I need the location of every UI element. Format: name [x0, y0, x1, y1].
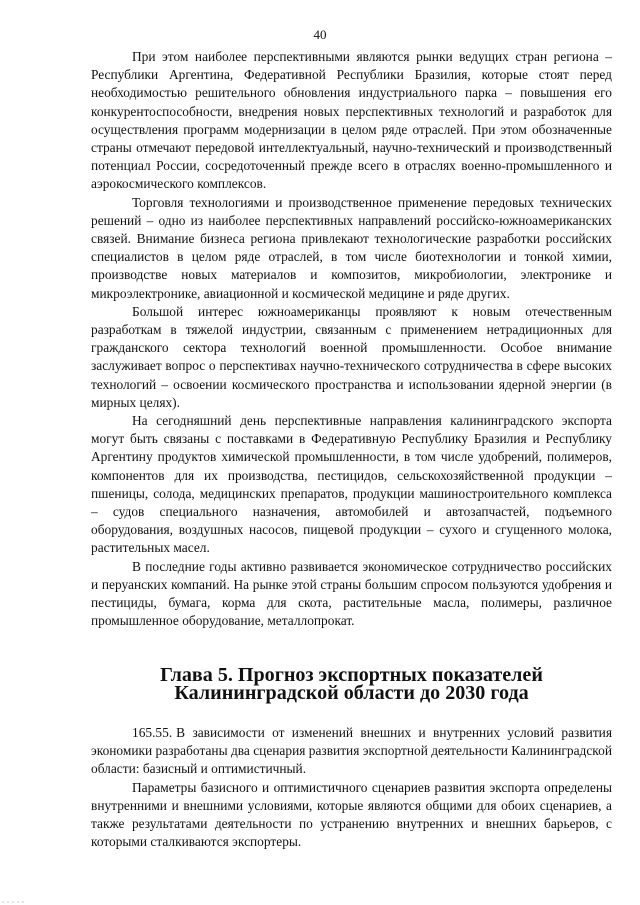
- document-body: [91, 48, 612, 851]
- clause-paragraph: [91, 724, 612, 779]
- paragraph-scenario-parameters: Параметры базисного и оптимистичного сценариев развития экспорта определены внутренними и внешними условиями, которые являются общими для обоих сценариев, а также результатами деятельности по устранению внутренних и внешних барьеров, с которыми сталкиваются экспортеры.: [91, 779, 612, 850]
- paragraph-technology-trade: Торговля технологиями и производственное применение передовых технических решений – одно из наиболее перспективных направлений российско-южноамериканских связей. Внимание бизнеса региона привлекают технологические разработки российских специалистов в целом ряде отраслей, в том числе биотехнологии и тонкой химии, производстве новых материалов и композитов, микробиологии, электронике и микроэлектронике, авиационной и космической медицине и ряде других.: [91, 194, 612, 301]
- page-number: 40: [313, 27, 327, 42]
- clause-text: В зависимости от изменений внешних и внутренних условий развития экономики разработаны два сценария развития экспортной деятельности Калининградской области: базисный и оптимистичный.: [91, 724, 612, 777]
- clause-number: 165.55.: [132, 724, 173, 740]
- paragraph-peru-cooperation: В последние годы активно развивается экономическое сотрудничество российских и перуанских компаний. На рынке этой страны большим спросом пользуются удобрения и пестициды, бумага, корма для скота, растительные масла, полимеры, различное промышленное оборудование, металлопрокат.: [91, 558, 612, 629]
- paragraph-priority-markets: При этом наиболее перспективными являются рынки ведущих стран региона – Республики Аргентина, Федеративной Республики Бразилия, которые стоят перед необходимостью решительного обновления индустриального парка – повышения его конкурентоспособности, внедрения новых перспективных технологий и разработок для осуществления программ модернизации в целом ряде отраслей. При этом обозначенные страны отмечают передовой интеллектуальный, научно-технический и производственный потенциал России, сосредоточенный прежде всего в отраслях военно-промышленного и аэрокосмического комплексов.: [91, 49, 612, 192]
- paragraph-heavy-industry: Большой интерес южноамериканцы проявляют к новым отечественным разработкам в тяжелой индустрии, связанным с применением нетрадиционных для гражданского сектора технологий военной промышленности. Особое внимание заслуживает вопрос о перспективах научно-технического сотрудничества в сфере высоких технологий – освоении космического пространства и использовании ядерной энергии (в мирных целях).: [91, 303, 612, 410]
- chapter-heading: Глава 5. Прогноз экспортных показателей Калининградской области до 2030 года: [160, 663, 543, 704]
- paragraph-export-directions: На сегодняшний день перспективные направления калининградского экспорта могут быть связаны с поставками в Федеративную Республику Бразилия и Республику Аргентину продуктов химической промышленности, в том числе удобрений, полимеров, компонентов для их производства, пестицидов, сельскохозяйственной продукции – пшеницы, солода, медицинских препаратов, продукции машиностроительного комплекса – судов специального назначения, автомобилей и автозапчастей, подъемного оборудования, воздушных насосов, пищевой продукции – сухого и сгущенного молока, растительных масел.: [91, 413, 612, 556]
- scan-artifact-mark: [0, 895, 30, 905]
